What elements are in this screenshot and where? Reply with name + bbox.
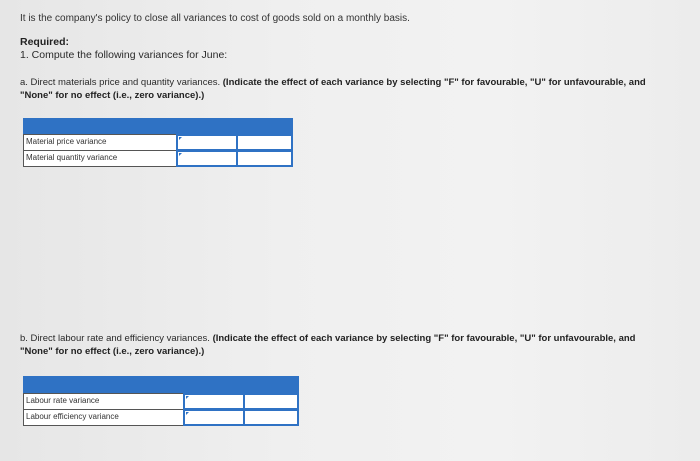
cell-marker-icon <box>179 153 182 156</box>
cell-marker-icon <box>186 412 189 415</box>
required-item-1: 1. Compute the following variances for June: <box>20 49 228 61</box>
question-a <box>20 77 660 102</box>
material-quantity-effect-select[interactable] <box>236 150 293 167</box>
question-a-prefix: a. Direct materials price and quantity variances. <box>20 77 223 88</box>
labour-efficiency-amount-input[interactable] <box>183 409 245 426</box>
table-row <box>23 393 185 410</box>
cell-marker-icon <box>186 396 189 399</box>
material-price-amount-input[interactable] <box>176 134 238 151</box>
required-heading: Required: <box>20 36 70 48</box>
row-label-material-price: Material price variance <box>26 137 107 146</box>
row-label-labour-efficiency: Labour efficiency variance <box>26 412 119 421</box>
question-b <box>20 333 660 358</box>
labour-efficiency-effect-select[interactable] <box>243 409 299 426</box>
question-b-instruction: (Indicate the effect of each variance by selecting "F" for favourable, "U" for unfavourable, and "None" for no effect (i.e., zero variance).) <box>20 333 636 357</box>
question-b-prefix: b. Direct labour rate and efficiency variances. <box>20 333 213 344</box>
labour-rate-amount-input[interactable] <box>183 393 245 410</box>
table-header-bar <box>23 376 299 393</box>
table-header-bar <box>23 118 293 134</box>
labour-variance-table <box>23 376 299 426</box>
table-row <box>23 134 178 151</box>
material-price-effect-select[interactable] <box>236 134 293 151</box>
table-row <box>23 150 178 167</box>
material-quantity-amount-input[interactable] <box>176 150 238 167</box>
table-row <box>23 409 185 426</box>
question-a-instruction: (Indicate the effect of each variance by selecting "F" for favourable, "U" for unfavourable, and "None" for no effect (i.e., zero variance).) <box>20 77 646 101</box>
row-label-material-quantity: Material quantity variance <box>26 153 118 162</box>
materials-variance-table <box>23 118 293 167</box>
labour-rate-effect-select[interactable] <box>243 393 299 410</box>
row-label-labour-rate: Labour rate variance <box>26 396 100 405</box>
intro-text: It is the company's policy to close all variances to cost of goods sold on a monthly basis. <box>20 13 410 24</box>
cell-marker-icon <box>179 137 182 140</box>
